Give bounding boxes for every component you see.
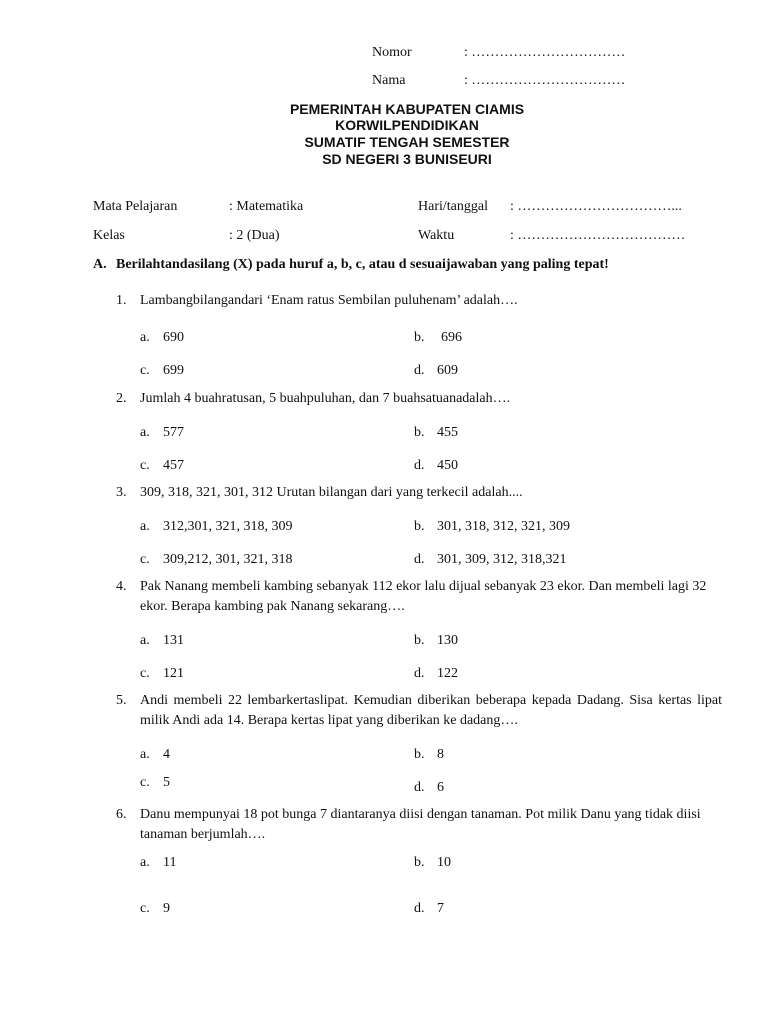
mapel-value: : Matematika bbox=[229, 199, 304, 214]
option-letter-d: d. bbox=[414, 901, 425, 916]
option-letter-c: c. bbox=[140, 775, 150, 790]
option-c: 5 bbox=[163, 775, 170, 790]
option-letter-a: a. bbox=[140, 519, 150, 534]
option-letter-b: b. bbox=[414, 633, 425, 648]
question-number: 5. bbox=[116, 693, 127, 708]
nomor-label: Nomor bbox=[372, 45, 412, 60]
header-government: PEMERINTAH KABUPATEN CIAMIS bbox=[289, 101, 525, 117]
option-letter-a: a. bbox=[140, 633, 150, 648]
option-c: 457 bbox=[163, 458, 184, 473]
question-text: Lambangbilangandari ‘Enam ratus Sembilan puluhenam’ adalah…. bbox=[140, 293, 518, 308]
option-letter-b: b. bbox=[414, 519, 425, 534]
option-d: 7 bbox=[437, 901, 444, 916]
question-number: 2. bbox=[116, 391, 127, 406]
option-letter-d: d. bbox=[414, 458, 425, 473]
option-letter-a: a. bbox=[140, 747, 150, 762]
nomor-value: : …………………………… bbox=[464, 45, 626, 60]
option-c: 9 bbox=[163, 901, 170, 916]
option-letter-b: b. bbox=[414, 855, 425, 870]
question-text: 309, 318, 321, 301, 312 Urutan bilangan dari yang terkecil adalah.... bbox=[140, 485, 523, 500]
kelas-label: Kelas bbox=[93, 228, 125, 243]
option-letter-c: c. bbox=[140, 666, 150, 681]
question-text: Danu mempunyai 18 pot bunga 7 diantaranya diisi dengan tanaman. Pot milik Danu yang tidak diisi tanaman berjumlah…. bbox=[140, 807, 701, 842]
option-d: 450 bbox=[437, 458, 458, 473]
question-number: 6. bbox=[116, 807, 127, 822]
option-letter-b: b. bbox=[414, 425, 425, 440]
question-text: Andi membeli 22 lembarkertaslipat. Kemudian diberikan beberapa kepada Dadang. Sisa kertas lipat milik Andi ada 14. Berapa kertas lipat yang diberikan ke dadang…. bbox=[140, 693, 722, 728]
section-a-marker: A. bbox=[93, 257, 107, 272]
waktu-value: : ……………………………… bbox=[510, 228, 686, 243]
option-letter-b: b. bbox=[414, 330, 425, 345]
question-text: Pak Nanang membeli kambing sebanyak 112 ekor lalu dijual sebanyak 23 ekor. Dan membeli lagi 32 ekor. Berapa kambing pak Nanang sekarang…. bbox=[140, 579, 707, 614]
option-b: 8 bbox=[437, 747, 444, 762]
hari-value: : ……………………………... bbox=[510, 199, 682, 214]
option-letter-a: a. bbox=[140, 855, 150, 870]
header-exam-title: SUMATIF TENGAH SEMESTER bbox=[304, 134, 510, 150]
option-a: 690 bbox=[163, 330, 184, 345]
section-a-instruction: Berilahtandasilang (X) pada huruf a, b, c, atau d sesuaijawaban yang paling tepat! bbox=[116, 257, 609, 272]
option-a: 131 bbox=[163, 633, 184, 648]
question-text: Jumlah 4 buahratusan, 5 buahpuluhan, dan 7 buahsatuanadalah…. bbox=[140, 391, 511, 406]
option-b: 455 bbox=[437, 425, 458, 440]
option-letter-c: c. bbox=[140, 552, 150, 567]
waktu-label: Waktu bbox=[418, 228, 455, 243]
option-letter-a: a. bbox=[140, 425, 150, 440]
option-letter-b: b. bbox=[414, 747, 425, 762]
option-letter-d: d. bbox=[414, 363, 425, 378]
mapel-label: Mata Pelajaran bbox=[93, 199, 178, 214]
header-school: SD NEGERI 3 BUNISEURI bbox=[322, 151, 492, 167]
option-b: 301, 318, 312, 321, 309 bbox=[437, 519, 570, 534]
option-a: 11 bbox=[163, 855, 177, 870]
option-a: 312,301, 321, 318, 309 bbox=[163, 519, 293, 534]
option-letter-d: d. bbox=[414, 780, 425, 795]
option-letter-d: d. bbox=[414, 552, 425, 567]
option-letter-a: a. bbox=[140, 330, 150, 345]
option-letter-c: c. bbox=[140, 458, 150, 473]
header-korwil: KORWILPENDIDIKAN bbox=[335, 117, 479, 133]
option-d: 609 bbox=[437, 363, 458, 378]
option-d: 301, 309, 312, 318,321 bbox=[437, 552, 567, 567]
option-b: 130 bbox=[437, 633, 458, 648]
option-d: 6 bbox=[437, 780, 444, 795]
option-b: 10 bbox=[437, 855, 451, 870]
option-b: 696 bbox=[441, 330, 462, 345]
option-a: 577 bbox=[163, 425, 184, 440]
kelas-value: : 2 (Dua) bbox=[229, 228, 280, 243]
question-number: 4. bbox=[116, 579, 127, 594]
option-letter-c: c. bbox=[140, 901, 150, 916]
nama-label: Nama bbox=[372, 73, 406, 88]
option-c: 699 bbox=[163, 363, 184, 378]
question-number: 3. bbox=[116, 485, 127, 500]
option-c: 309,212, 301, 321, 318 bbox=[163, 552, 293, 567]
nama-value: : …………………………… bbox=[464, 73, 626, 88]
option-letter-d: d. bbox=[414, 666, 425, 681]
question-number: 1. bbox=[116, 293, 127, 308]
option-a: 4 bbox=[163, 747, 170, 762]
option-d: 122 bbox=[437, 666, 458, 681]
option-letter-c: c. bbox=[140, 363, 150, 378]
option-c: 121 bbox=[163, 666, 184, 681]
hari-label: Hari/tanggal bbox=[418, 199, 488, 214]
